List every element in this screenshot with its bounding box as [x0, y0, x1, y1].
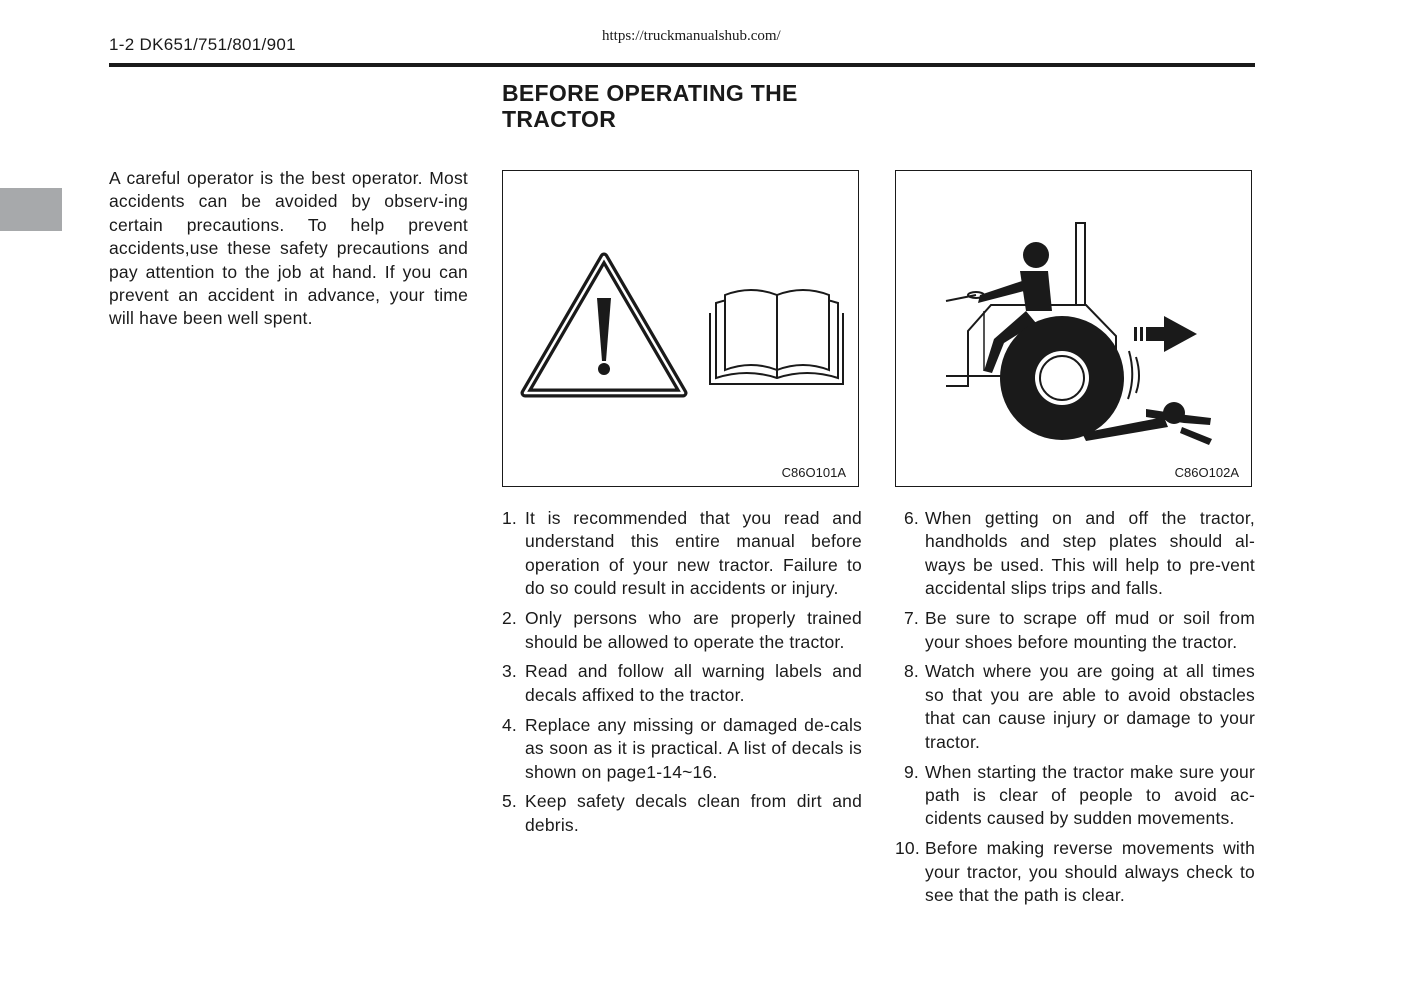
list-item — [895, 660, 1255, 754]
list-item-text: Be sure to scrape off mud or soil from your shoes before mounting the tractor. — [925, 608, 1255, 652]
figure-code: C86O102A — [1174, 465, 1239, 480]
forward-arrow-icon — [1134, 316, 1197, 352]
list-item-number: 9. — [904, 761, 919, 782]
figure-read-manual — [502, 170, 859, 487]
list-item — [502, 607, 862, 654]
open-manual-icon — [710, 290, 843, 384]
page-number: 1-2 DK651/751/801/901 — [109, 35, 296, 54]
list-item-text: Before making reverse movements with your tractor, you should always check to see that the path is clear. — [925, 838, 1255, 906]
list-item-number: 2. — [502, 608, 517, 629]
section-title-line2: TRACTOR — [502, 106, 617, 132]
section-title — [502, 80, 922, 132]
section-title-line1: BEFORE OPERATING THE — [502, 80, 798, 106]
warning-triangle-icon — [525, 257, 683, 393]
figure-code: C86O101A — [781, 465, 846, 480]
list-item — [895, 507, 1255, 601]
list-item-text: When getting on and off the tractor, handholds and step plates should al-ways be used. This will help to pre-vent accidental slips trips and falls. — [925, 508, 1255, 599]
list-item-number: 1. — [502, 508, 517, 528]
list-item-number: 7. — [904, 608, 919, 629]
figure-tractor-hazard — [895, 170, 1252, 487]
list-item — [895, 761, 1255, 831]
list-item — [895, 607, 1255, 654]
list-item-text: Keep safety decals clean from dirt and debris. — [525, 791, 862, 835]
list-item-number: 8. — [904, 661, 919, 682]
list-item — [895, 837, 1255, 907]
list-item-number: 5. — [502, 791, 517, 812]
chapter-side-tab — [0, 188, 62, 231]
list-item-text: Watch where you are going at all times so that you are able to avoid obstacles that can cause injury or damage to your tractor. — [925, 661, 1255, 752]
list-item-number: 3. — [502, 661, 517, 682]
list-item-text: Replace any missing or damaged de-cals as soon as it is practical. A list of decals is shown on page1-14~16. — [525, 714, 862, 782]
list-item-text: Read and follow all warning labels and decals affixed to the tractor. — [525, 661, 862, 705]
intro-paragraph: A careful operator is the best operator. Most accidents can be avoided by observ-ing certain precautions. To help prevent accidents,use these safety precautions and pay attention to the job at hand. If you can prevent an accident in advance, your time will have been well spent. — [109, 168, 468, 329]
list-item — [502, 714, 862, 784]
list-item-number: 10. — [895, 838, 920, 859]
precautions-list-left — [502, 507, 862, 844]
list-item — [502, 790, 862, 837]
precautions-list-right — [895, 507, 1255, 914]
list-item-text: When starting the tractor make sure your path is clear of people to avoid ac-cidents caused by sudden movements. — [925, 761, 1255, 829]
source-url[interactable]: https://truckmanualshub.com/ — [602, 28, 781, 44]
list-item — [502, 507, 862, 601]
header-rule — [109, 63, 1255, 67]
list-item-text: Only persons who are properly trained should be allowed to operate the tractor. — [525, 608, 862, 652]
list-item-number: 6. — [904, 508, 919, 528]
list-item-text: It is recommended that you read and understand this entire manual before operation of your new tractor. Failure to do so could result in accidents or injury. — [525, 508, 862, 599]
list-item — [502, 660, 862, 707]
list-item-number: 4. — [502, 714, 517, 735]
